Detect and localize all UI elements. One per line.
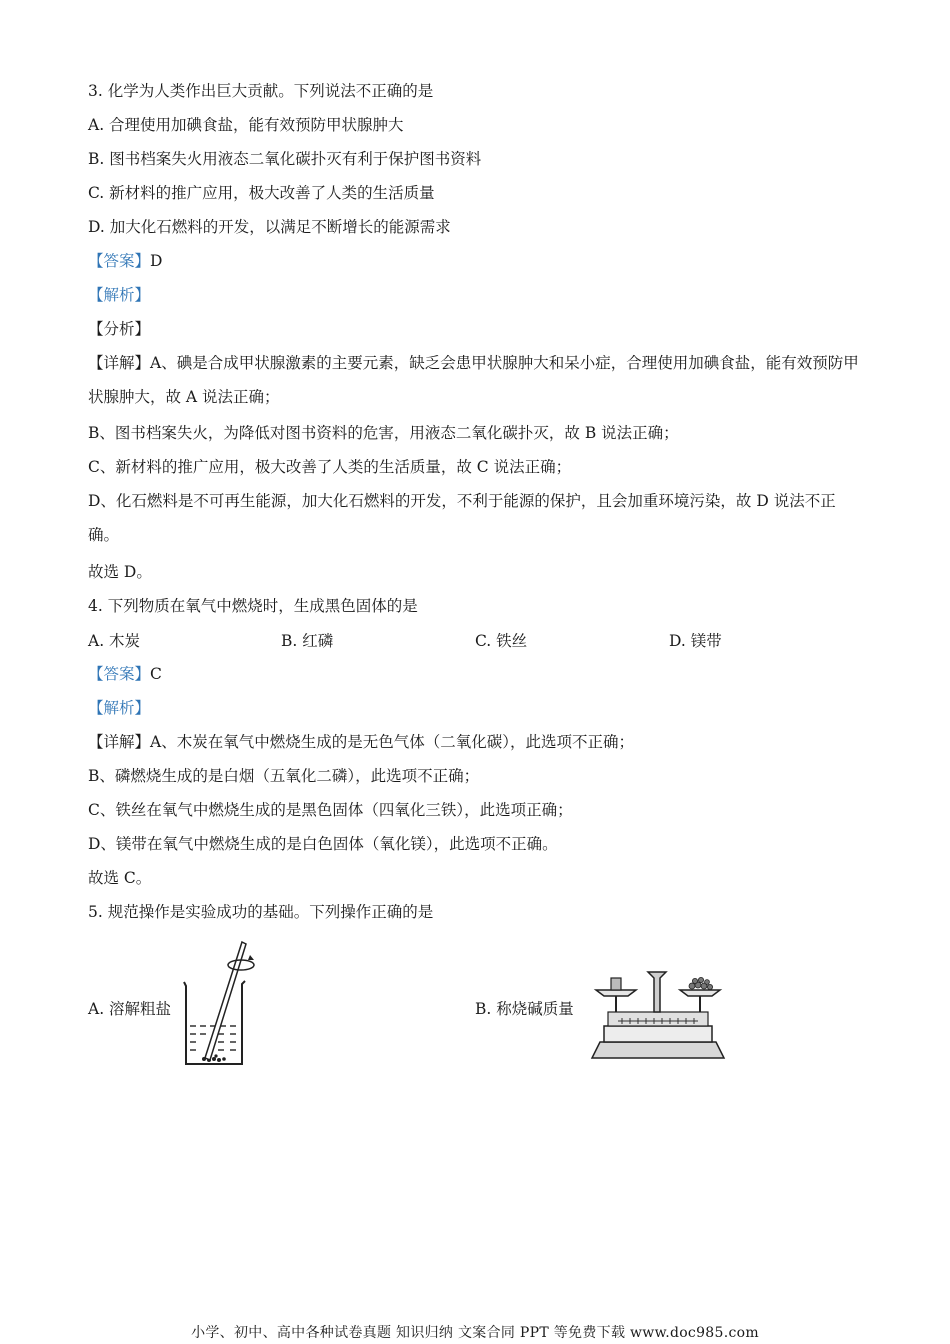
q3-stem: 3. 化学为人类作出巨大贡献。下列说法不正确的是 <box>88 82 434 100</box>
balance-scale-illustration <box>588 966 728 1062</box>
q4-detail-d: D、镁带在氧气中燃烧生成的是白色固体（氧化镁），此选项不正确。 <box>88 835 558 853</box>
q3-detail-c: C、新材料的推广应用，极大改善了人类的生活质量，故 C 说法正确； <box>88 458 572 476</box>
q4-detail-b: B、磷燃烧生成的是白烟（五氧化二磷），此选项不正确； <box>88 767 480 785</box>
q4-stem: 4. 下列物质在氧气中燃烧时，生成黑色固体的是 <box>88 597 418 615</box>
q4-option-c: C. 铁丝 <box>475 632 528 650</box>
q5-option-b-label: B. 称烧碱质量 <box>475 1000 574 1018</box>
q4-answer <box>88 663 162 685</box>
q4-detail-a <box>88 731 634 753</box>
q4-option-a: A. 木炭 <box>88 632 141 650</box>
q5-option-a-label: A. 溶解粗盐 <box>88 1000 172 1018</box>
q4-option-b: B. 红磷 <box>281 632 334 650</box>
q4-option-d: D. 镁带 <box>669 632 722 650</box>
detail-tag: 【详解】 <box>88 354 151 372</box>
detail-text: A、碘是合成甲状腺激素的主要元素，缺乏会患甲状腺肿大和呆小症，合理使用加碘食盐，能有效预防甲状腺肿大，故 A 说法正确； <box>88 354 859 406</box>
q3-answer <box>88 250 162 272</box>
q3-analysis-tag: 【解析】 <box>88 286 151 304</box>
q3-option-d: D. 加大化石燃料的开发，以满足不断增长的能源需求 <box>88 218 451 236</box>
q3-option-c: C. 新材料的推广应用，极大改善了人类的生活质量 <box>88 184 435 202</box>
answer-value: C <box>150 665 162 683</box>
q4-conclusion: 故选 C。 <box>88 869 152 887</box>
q3-detail-d: D、化石燃料是不可再生能源，加大化石燃料的开发，不利于能源的保护，且会加重环境污染，故 D 说法不正确。 <box>88 492 836 544</box>
q5-stem: 5. 规范操作是实验成功的基础。下列操作正确的是 <box>88 903 434 921</box>
q3-fenxi-tag: 【分析】 <box>88 320 151 338</box>
q3-option-a: A. 合理使用加碘食盐，能有效预防甲状腺肿大 <box>88 116 404 134</box>
page-footer: 小学、初中、高中各种试卷真题 知识归纳 文案合同 PPT 等免费下载 www.doc985.com <box>191 1325 759 1341</box>
q4-analysis-tag: 【解析】 <box>88 699 151 717</box>
answer-tag: 【答案】 <box>88 665 151 683</box>
answer-value: D <box>150 252 163 270</box>
answer-tag: 【答案】 <box>88 252 151 270</box>
q3-detail-b: B、图书档案失火，为降低对图书资料的危害，用液态二氧化碳扑灭，故 B 说法正确； <box>88 424 679 442</box>
q3-option-b: B. 图书档案失火用液态二氧化碳扑灭有利于保护图书资料 <box>88 150 482 168</box>
q4-detail-c: C、铁丝在氧气中燃烧生成的是黑色固体（四氧化三铁），此选项正确； <box>88 801 573 819</box>
q3-detail-a <box>88 346 863 414</box>
q3-conclusion: 故选 D。 <box>88 563 152 581</box>
detail-tag: 【详解】 <box>88 733 151 751</box>
detail-text: A、木炭在氧气中燃烧生成的是无色气体（二氧化碳），此选项不正确； <box>150 733 634 751</box>
beaker-stirring-illustration <box>178 938 258 1070</box>
